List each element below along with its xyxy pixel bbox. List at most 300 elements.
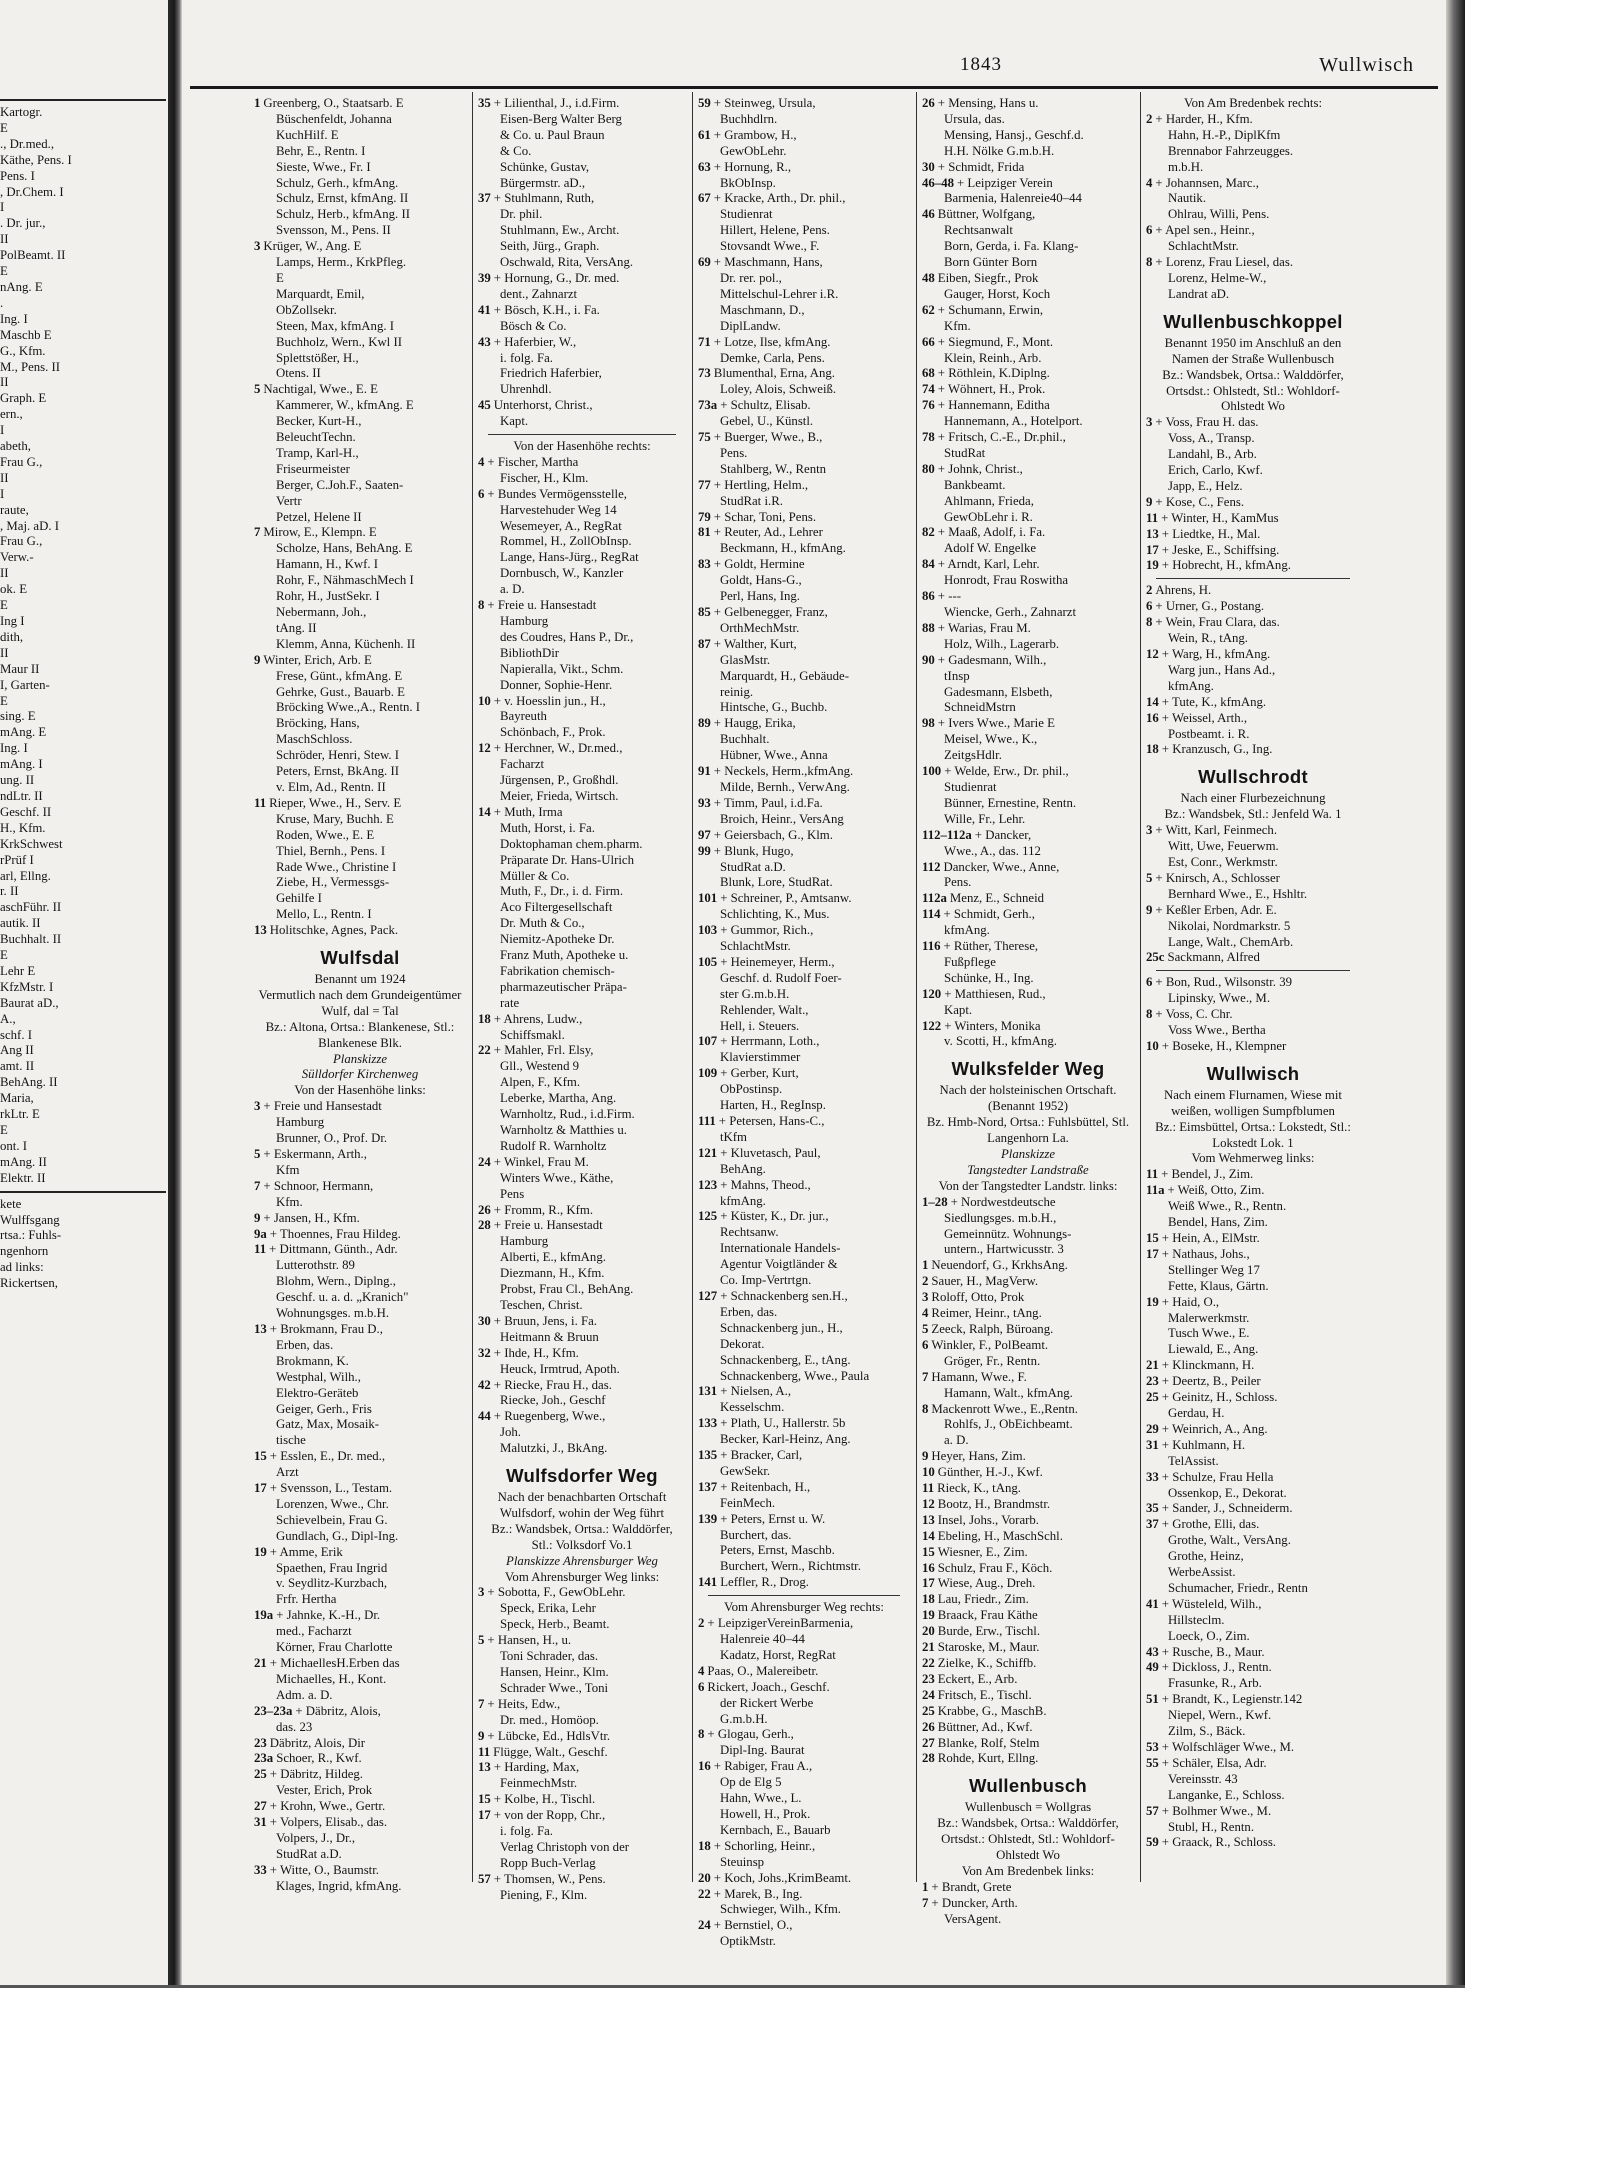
section-rule	[708, 1595, 900, 1596]
directory-entry	[922, 1704, 1134, 1720]
house-number: 46	[922, 207, 935, 222]
directory-entry	[698, 1114, 910, 1146]
street-note: Bz.: Wandsbek, Ortsa.: Walddörfer, Ortsdst.: Ohlstedt, Stl.: Wohldorf-Ohlstedt Wo	[937, 1816, 1119, 1863]
directory-entry	[922, 1751, 1134, 1767]
street-note: Bz.: Eimsbüttel, Ortsa.: Lokstedt, Stl.: Lokstedt Lok. 1	[1155, 1119, 1351, 1150]
directory-entry	[698, 510, 910, 526]
resident-line: + Küster, K., Dr. jur.,	[720, 1209, 829, 1224]
directory-entry	[1146, 1740, 1360, 1756]
resident-line: + Lilienthal, J., i.d.Firm.	[493, 96, 620, 110]
resident-line: Schumacher, Friedr., Rentn	[1168, 1580, 1308, 1595]
resident-line: Weiß Wwe., R., Rentn.	[1168, 1199, 1287, 1214]
directory-entry	[922, 589, 1134, 621]
directory-entry	[698, 1289, 910, 1384]
house-number: 9	[922, 1449, 929, 1464]
resident-line: Burchert, das.	[720, 1527, 792, 1542]
resident-line: DiplLandw.	[720, 318, 781, 333]
house-number: 6	[1146, 975, 1153, 990]
street-note: Nach der benachbarten Ortschaft Wulfsdorf, wohin der Weg führt	[497, 1490, 667, 1520]
house-number: 57	[1146, 1803, 1159, 1818]
house-number: 61	[698, 127, 711, 142]
house-number: 19	[1146, 558, 1159, 573]
house-number: 9	[1146, 494, 1153, 509]
resident-line: Insel, Johs., Vorarb.	[937, 1512, 1039, 1527]
resident-line: + Haid, O.,	[1161, 1294, 1220, 1309]
directory-entry	[254, 1179, 466, 1211]
resident-line: Hamann, Wwe., F.	[931, 1369, 1027, 1384]
house-number: 18	[922, 1592, 935, 1607]
resident-line: Marquardt, H., Gebäude-	[720, 668, 849, 683]
resident-line: Bünner, Ernestine, Rentn.	[944, 795, 1077, 810]
house-number: 3	[922, 1290, 929, 1305]
resident-line: + Weissel, Arth.,	[1161, 710, 1248, 725]
house-number: 3	[1146, 415, 1153, 430]
resident-line: Frfr. Hertha	[276, 1592, 337, 1607]
directory-entry	[1146, 742, 1360, 758]
house-number: 66	[922, 334, 935, 349]
resident-line: Fabrikation chemisch-	[500, 963, 615, 978]
resident-line: Thiel, Bernh., Pens. I	[276, 843, 386, 858]
street-note: Benannt um 1924	[314, 972, 406, 987]
resident-line: Toni Schrader, das.	[500, 1649, 599, 1664]
resident-line: + Lotze, Ilse, kfmAng.	[713, 334, 831, 349]
directory-entry	[254, 1767, 466, 1799]
resident-line: Winters Wwe., Käthe,	[500, 1170, 614, 1185]
street-heading: Wulksfelder Weg	[951, 1058, 1105, 1080]
directory-entry	[922, 1720, 1134, 1736]
directory-entry	[478, 487, 686, 598]
directory-entry	[1146, 1422, 1360, 1438]
resident-line: WerbeAssist.	[1168, 1565, 1236, 1580]
resident-line: StudRat a.D.	[720, 859, 786, 874]
resident-line: Agentur Voigtländer &	[720, 1257, 838, 1272]
house-number: 14	[1146, 694, 1159, 709]
section-rule	[488, 434, 676, 435]
strip-line: H., Kfm.	[0, 820, 46, 835]
directory-entry	[1146, 1039, 1360, 1055]
house-number: 78	[922, 430, 935, 445]
resident-line: + Geiersbach, G., Klm.	[713, 827, 833, 842]
resident-line: Howell, H., Prok.	[720, 1806, 811, 1821]
house-number: 13	[922, 1512, 935, 1527]
resident-line: Michaelles, H., Kont.	[276, 1671, 387, 1686]
resident-line: + Wöhnert, H., Prok.	[937, 382, 1046, 397]
resident-line: + Marek, B., Ing.	[713, 1886, 803, 1901]
directory-entry	[922, 1195, 1134, 1259]
house-number: 5	[254, 1147, 261, 1161]
header-rule	[190, 86, 1438, 89]
directory-entry	[478, 694, 686, 742]
resident-line: Hahn, H.-P., DiplKfm	[1168, 127, 1281, 142]
house-number: 103	[698, 923, 718, 938]
directory-entry	[478, 1378, 686, 1410]
resident-line: + Heits, Edw.,	[487, 1696, 561, 1711]
house-number: 7	[922, 1369, 929, 1384]
strip-line: . Dr. jur.,	[0, 216, 46, 231]
resident-line: Körner, Frau Charlotte	[276, 1640, 393, 1655]
house-number: 10	[478, 693, 491, 708]
house-number: 88	[922, 620, 935, 635]
house-number: 30	[922, 159, 935, 174]
directory-entry	[698, 1727, 910, 1759]
directory-entry	[922, 1640, 1134, 1656]
resident-line: Scholze, Hans, BehAng. E	[276, 541, 413, 556]
house-number: 7	[478, 1696, 485, 1711]
resident-line: Krüger, W., Ang. E	[263, 239, 362, 254]
resident-line: BeleuchtTechn.	[276, 430, 356, 445]
house-number: 98	[922, 716, 935, 731]
house-number: 59	[1146, 1835, 1159, 1850]
resident-line: Staroske, M., Maur.	[937, 1640, 1040, 1655]
resident-line: + Wolfschläger Wwe., M.	[1161, 1740, 1295, 1754]
resident-line: Burchert, Wern., Richtmstr.	[720, 1559, 861, 1574]
resident-line: + Nathaus, Johs.,	[1161, 1246, 1250, 1261]
strip-line: .	[0, 295, 4, 310]
house-number: 90	[922, 652, 935, 667]
house-number: 32	[478, 1345, 491, 1360]
resident-line: + Rusche, B., Maur.	[1161, 1644, 1265, 1659]
house-number: 8	[1146, 255, 1153, 270]
resident-line: Blumenthal, Erna, Ang.	[713, 366, 835, 381]
house-number: 9	[478, 1728, 485, 1743]
directory-entry	[254, 1799, 466, 1815]
house-number: 12	[1146, 647, 1159, 661]
house-number: 41	[478, 302, 491, 317]
house-number: 6	[698, 1679, 705, 1694]
house-number: 75	[698, 430, 711, 445]
house-number: 112	[922, 859, 941, 874]
house-number: 125	[698, 1209, 718, 1224]
directory-entry	[478, 271, 686, 303]
house-number: 97	[698, 827, 711, 842]
resident-line: E	[276, 270, 284, 285]
directory-entry	[698, 1887, 910, 1919]
resident-line: Harvestehuder Weg 14	[500, 502, 617, 517]
directory-entry	[698, 1839, 910, 1871]
house-number: 7	[254, 525, 261, 540]
resident-line: Mello, L., Rentn. I	[276, 907, 372, 922]
resident-line: + Herrmann, Loth.,	[720, 1034, 820, 1049]
resident-line: GlasMstr.	[720, 652, 771, 667]
house-number: 20	[698, 1870, 711, 1885]
street-note: Vermutlich nach dem Grundeigentümer Wulf, dal = Tal	[258, 987, 462, 1018]
resident-line: + Röthlein, K.Diplng.	[937, 366, 1050, 381]
resident-line: Schievelbein, Frau G.	[276, 1512, 388, 1527]
resident-line: dent., Zahnarzt	[500, 286, 578, 301]
resident-line: das. 23	[276, 1719, 313, 1734]
house-number: 1	[254, 96, 261, 110]
column-1	[254, 96, 466, 1941]
directory-entry	[1146, 583, 1360, 599]
resident-line: Voss, A., Transp.	[1168, 431, 1255, 446]
resident-line: Bankbeamt.	[944, 477, 1006, 492]
resident-line: Rohr, F., NähmaschMech I	[276, 573, 414, 588]
directory-entry	[698, 1680, 910, 1728]
resident-line: tAng. II	[276, 620, 317, 635]
resident-line: kfmAng.	[1168, 678, 1214, 693]
house-number: 12	[478, 741, 491, 756]
resident-line: Beckmann, H., kfmAng.	[720, 541, 846, 556]
house-number: 3	[1146, 823, 1153, 838]
resident-line: Wein, R., tAng.	[1168, 631, 1249, 646]
column-divider	[472, 92, 473, 1882]
resident-line: Loley, Alois, Schweiß.	[720, 382, 837, 397]
resident-line: + Neckels, Herm.,kfmAng.	[713, 764, 854, 779]
resident-line: Bernhard Wwe., E., Hshltr.	[1168, 886, 1308, 901]
house-number: 51	[1146, 1692, 1159, 1707]
resident-line: Lange, Hans-Jürg., RegRat	[500, 550, 639, 565]
resident-line: Bröcking Wwe.,A., Rentn. I	[276, 700, 421, 715]
directory-entry	[698, 255, 910, 335]
house-number: 44	[478, 1409, 491, 1424]
resident-line: Jürgensen, P., Großhdl.	[500, 773, 619, 788]
house-number: 3	[478, 1585, 485, 1600]
resident-line: Elektro-Geräteb	[276, 1385, 359, 1400]
resident-line: + Walther, Kurt,	[713, 636, 797, 651]
house-number: 39	[478, 270, 491, 285]
street-note: Von der Hasenhöhe links:	[294, 1083, 426, 1098]
resident-line: Winter, Erich, Arb. E	[263, 652, 372, 667]
directory-entry	[698, 191, 910, 255]
house-number: 141	[698, 1575, 718, 1590]
resident-line: Erben, das.	[276, 1337, 334, 1352]
resident-line: + Amme, Erik	[269, 1544, 343, 1559]
resident-line: reinig.	[720, 684, 754, 699]
resident-line: Mittelschul-Lehrer i.R.	[720, 286, 839, 301]
resident-line: Pens.	[720, 445, 748, 460]
resident-line: + Hornung, G., Dr. med.	[493, 270, 620, 285]
directory-entry	[1146, 112, 1360, 176]
resident-line: untern., Hartwicusstr. 3	[944, 1242, 1064, 1257]
resident-line: Japp, E., Helz.	[1168, 478, 1243, 493]
resident-line: Fritsch, E., Tischl.	[937, 1687, 1032, 1702]
resident-line: + Reitenbach, H.,	[720, 1479, 811, 1494]
directory-entry	[478, 1729, 686, 1745]
strip-line: KrkSchwest	[0, 836, 63, 851]
resident-line: Co. Imp-Vertrtgn.	[720, 1273, 812, 1288]
resident-line: Dr. med., Homöop.	[500, 1712, 599, 1727]
strip-line: mAng. I	[0, 757, 43, 772]
house-number: 4	[922, 1306, 929, 1321]
resident-line: Piening, F., Klm.	[500, 1887, 588, 1902]
house-number: 112–112a	[922, 827, 972, 842]
resident-line: Ohlrau, Willi, Pens.	[1168, 207, 1270, 222]
resident-line: Roloff, Otto, Prok	[931, 1290, 1025, 1305]
resident-line: + Klinckmann, H.	[1161, 1358, 1255, 1373]
resident-line: Gll., Westend 9	[500, 1059, 580, 1074]
house-number: 9	[1146, 902, 1153, 917]
resident-line: + Grambow, H.,	[713, 127, 797, 142]
resident-line: Verlag Christoph von der	[500, 1839, 630, 1854]
directory-entry	[698, 1480, 910, 1512]
resident-line: + Svensson, L., Testam.	[269, 1481, 393, 1496]
resident-line: + von der Ropp, Chr.,	[493, 1808, 606, 1823]
directory-entry	[922, 1545, 1134, 1561]
house-number: 10	[1146, 1038, 1159, 1053]
resident-line: Tramp, Karl-H.,	[276, 445, 359, 460]
resident-line: Eisen-Berg Walter Berg	[500, 111, 622, 126]
house-number: 33	[1146, 1469, 1159, 1484]
house-number: 21	[254, 1656, 267, 1670]
resident-line: + Esslen, E., Dr. med.,	[269, 1449, 386, 1464]
resident-line: OptikMstr.	[720, 1934, 776, 1949]
page-gutter	[168, 0, 182, 1985]
directory-entry	[698, 637, 910, 717]
resident-line: ObZollsekr.	[276, 302, 337, 317]
resident-line: Witt, Uwe, Feuerwm.	[1168, 839, 1279, 854]
resident-line: Bootz, H., Brandmstr.	[937, 1496, 1051, 1511]
directory-entry	[922, 939, 1134, 987]
house-number: 2	[922, 1274, 929, 1289]
house-number: 9a	[254, 1226, 267, 1241]
directory-entry	[922, 891, 1134, 907]
house-number: 2	[698, 1616, 705, 1631]
house-number: 22	[478, 1043, 491, 1058]
directory-entry	[254, 653, 466, 796]
directory-entry	[698, 1664, 910, 1680]
directory-entry	[922, 1624, 1134, 1640]
resident-line: Klages, Ingrid, kfmAng.	[276, 1878, 402, 1893]
strip-line: , Dr.Chem. I	[0, 184, 64, 199]
resident-line: Uhrenhdl.	[500, 382, 552, 397]
house-number: 2	[1146, 583, 1153, 598]
resident-line: + Schorling, Heinr.,	[713, 1838, 816, 1853]
resident-line: Stovsandt Wwe., F.	[720, 239, 820, 254]
street-heading: Wullenbuschkoppel	[1163, 310, 1343, 332]
directory-entry	[698, 844, 910, 892]
directory-entry	[698, 1871, 910, 1887]
strip-line: nAng. E	[0, 279, 43, 294]
resident-line: Zielke, K., Schiffb.	[937, 1656, 1037, 1670]
strip-line: abeth,	[0, 439, 31, 454]
directory-entry	[922, 1576, 1134, 1592]
house-number: 41	[1146, 1596, 1159, 1611]
directory-entry	[1146, 871, 1360, 903]
resident-line: + Däbritz, Hildeg.	[269, 1767, 364, 1782]
house-number: 63	[698, 159, 711, 174]
street-note: Bz.: Wandsbek, Ortsa.: Walddörfer, Ortsdst.: Ohlstedt, Stl.: Wohldorf-Ohlstedt Wo	[1162, 367, 1344, 414]
plan-sketch-note: Planskizze	[332, 1051, 388, 1066]
directory-entry	[698, 1066, 910, 1114]
resident-line: Aco Filtergesellschaft	[500, 900, 613, 915]
directory-entry	[1146, 1374, 1360, 1390]
street-note: Von Am Bredenbek rechts:	[1183, 96, 1323, 110]
directory-entry	[478, 1760, 686, 1792]
strip-line: Kartogr.	[0, 105, 43, 119]
house-number: 5	[922, 1321, 929, 1336]
resident-line: Vereinsstr. 43	[1168, 1771, 1238, 1786]
resident-line: Berger, C.Joh.F., Saaten-	[276, 477, 404, 492]
house-number: 43	[1146, 1644, 1159, 1659]
directory-entry	[1146, 615, 1360, 647]
resident-line: + Matthiesen, Rud.,	[944, 986, 1046, 1001]
house-number: 15	[1146, 1231, 1159, 1245]
resident-line: StudRat a.D.	[276, 1846, 342, 1861]
resident-line: + Ihde, H., Kfm.	[493, 1345, 579, 1360]
strip-line: mAng. E	[0, 725, 47, 740]
resident-line: + Graack, R., Schloss.	[1161, 1835, 1276, 1850]
resident-line: + Glogau, Gerh.,	[707, 1727, 794, 1742]
strip-line: Geschf. II	[0, 804, 52, 819]
resident-line: Leberke, Martha, Ang.	[500, 1091, 617, 1106]
directory-entry	[922, 1608, 1134, 1624]
resident-line: Rieper, Wwe., H., Serv. E	[269, 795, 402, 810]
resident-line: Muth, Horst, i. Fa.	[500, 820, 595, 835]
resident-line: + Schar, Toni, Pens.	[713, 509, 817, 524]
resident-line: Schnackenberg, E., tAng.	[720, 1352, 851, 1367]
directory-entry	[254, 1227, 466, 1243]
resident-line: BehAng.	[720, 1161, 766, 1176]
directory-entry	[698, 430, 910, 478]
resident-line: Schiffsmakl.	[500, 1027, 565, 1042]
resident-line: KuchHilf. E	[276, 127, 339, 142]
resident-line: tische	[276, 1433, 306, 1448]
resident-line: + Kracke, Arth., Dr. phil.,	[713, 191, 846, 206]
resident-line: Büttner, Wolfgang,	[937, 207, 1036, 222]
house-number: 11	[922, 1481, 935, 1496]
directory-entry	[478, 1218, 686, 1313]
directory-entry	[254, 1863, 466, 1895]
resident-line: Dr. rer. pol.,	[720, 270, 782, 285]
resident-line: + Steinweg, Ursula,	[713, 96, 816, 110]
house-number: 13	[254, 1321, 267, 1336]
street-heading: Wulfsdorfer Weg	[506, 1465, 658, 1487]
strip-line: sing. E	[0, 709, 36, 724]
house-number: 12	[922, 1496, 935, 1511]
resident-line: + Jeske, E., Schiffsing.	[1161, 542, 1280, 557]
resident-line: Otens. II	[276, 366, 321, 381]
resident-line: + Petersen, Hans-C.,	[718, 1114, 825, 1128]
house-number: 73	[698, 366, 711, 381]
resident-line: + v. Hoesslin jun., H.,	[493, 693, 606, 708]
resident-line: Kfm.	[276, 1194, 303, 1209]
resident-line: + Johnk, Christ.,	[937, 461, 1023, 476]
resident-line: Alberti, E., kfmAng.	[500, 1250, 606, 1265]
house-number: 9	[254, 652, 261, 667]
resident-line: ZeitgsHdlr.	[944, 748, 1002, 763]
strip-line: autik. II	[0, 916, 41, 931]
house-number: 80	[922, 461, 935, 476]
house-number: 120	[922, 986, 942, 1001]
resident-line: Dipl-Ing. Baurat	[720, 1743, 805, 1758]
street-note: Vom Ahrensburger Weg links:	[504, 1569, 660, 1584]
strip-line: arl, Ellng.	[0, 868, 51, 883]
resident-line: Schulz, Gerh., kfmAng.	[276, 175, 399, 190]
directory-entry	[698, 1616, 910, 1664]
resident-line: Meisel, Wwe., K.,	[944, 732, 1038, 747]
resident-line: Gröger, Fr., Rentn.	[944, 1353, 1041, 1368]
resident-line: Riecke, Joh., Geschf	[500, 1393, 606, 1408]
directory-entry	[698, 605, 910, 637]
resident-line: Buchholz, Wern., Kwl II	[276, 334, 402, 349]
resident-line: Kfm.	[944, 318, 971, 333]
directory-entry	[922, 621, 1134, 653]
resident-line: + Duncker, Arth.	[931, 1895, 1018, 1910]
resident-line: G.m.b.H.	[720, 1711, 768, 1726]
resident-line: + Rüther, Therese,	[943, 939, 1039, 954]
directory-entry	[478, 455, 686, 487]
resident-line: + Witte, O., Baumstr.	[269, 1862, 379, 1877]
house-number: 79	[698, 509, 711, 524]
directory-entry	[698, 96, 910, 128]
resident-line: + Hertling, Helm.,	[713, 477, 809, 492]
resident-line: Vertr	[276, 493, 302, 508]
house-number: 68	[922, 366, 935, 381]
directory-entry	[478, 598, 686, 693]
directory-entry	[922, 1880, 1134, 1896]
resident-line: Gemeinnütz. Wohnungs-	[944, 1226, 1072, 1241]
house-number: 84	[922, 557, 935, 572]
